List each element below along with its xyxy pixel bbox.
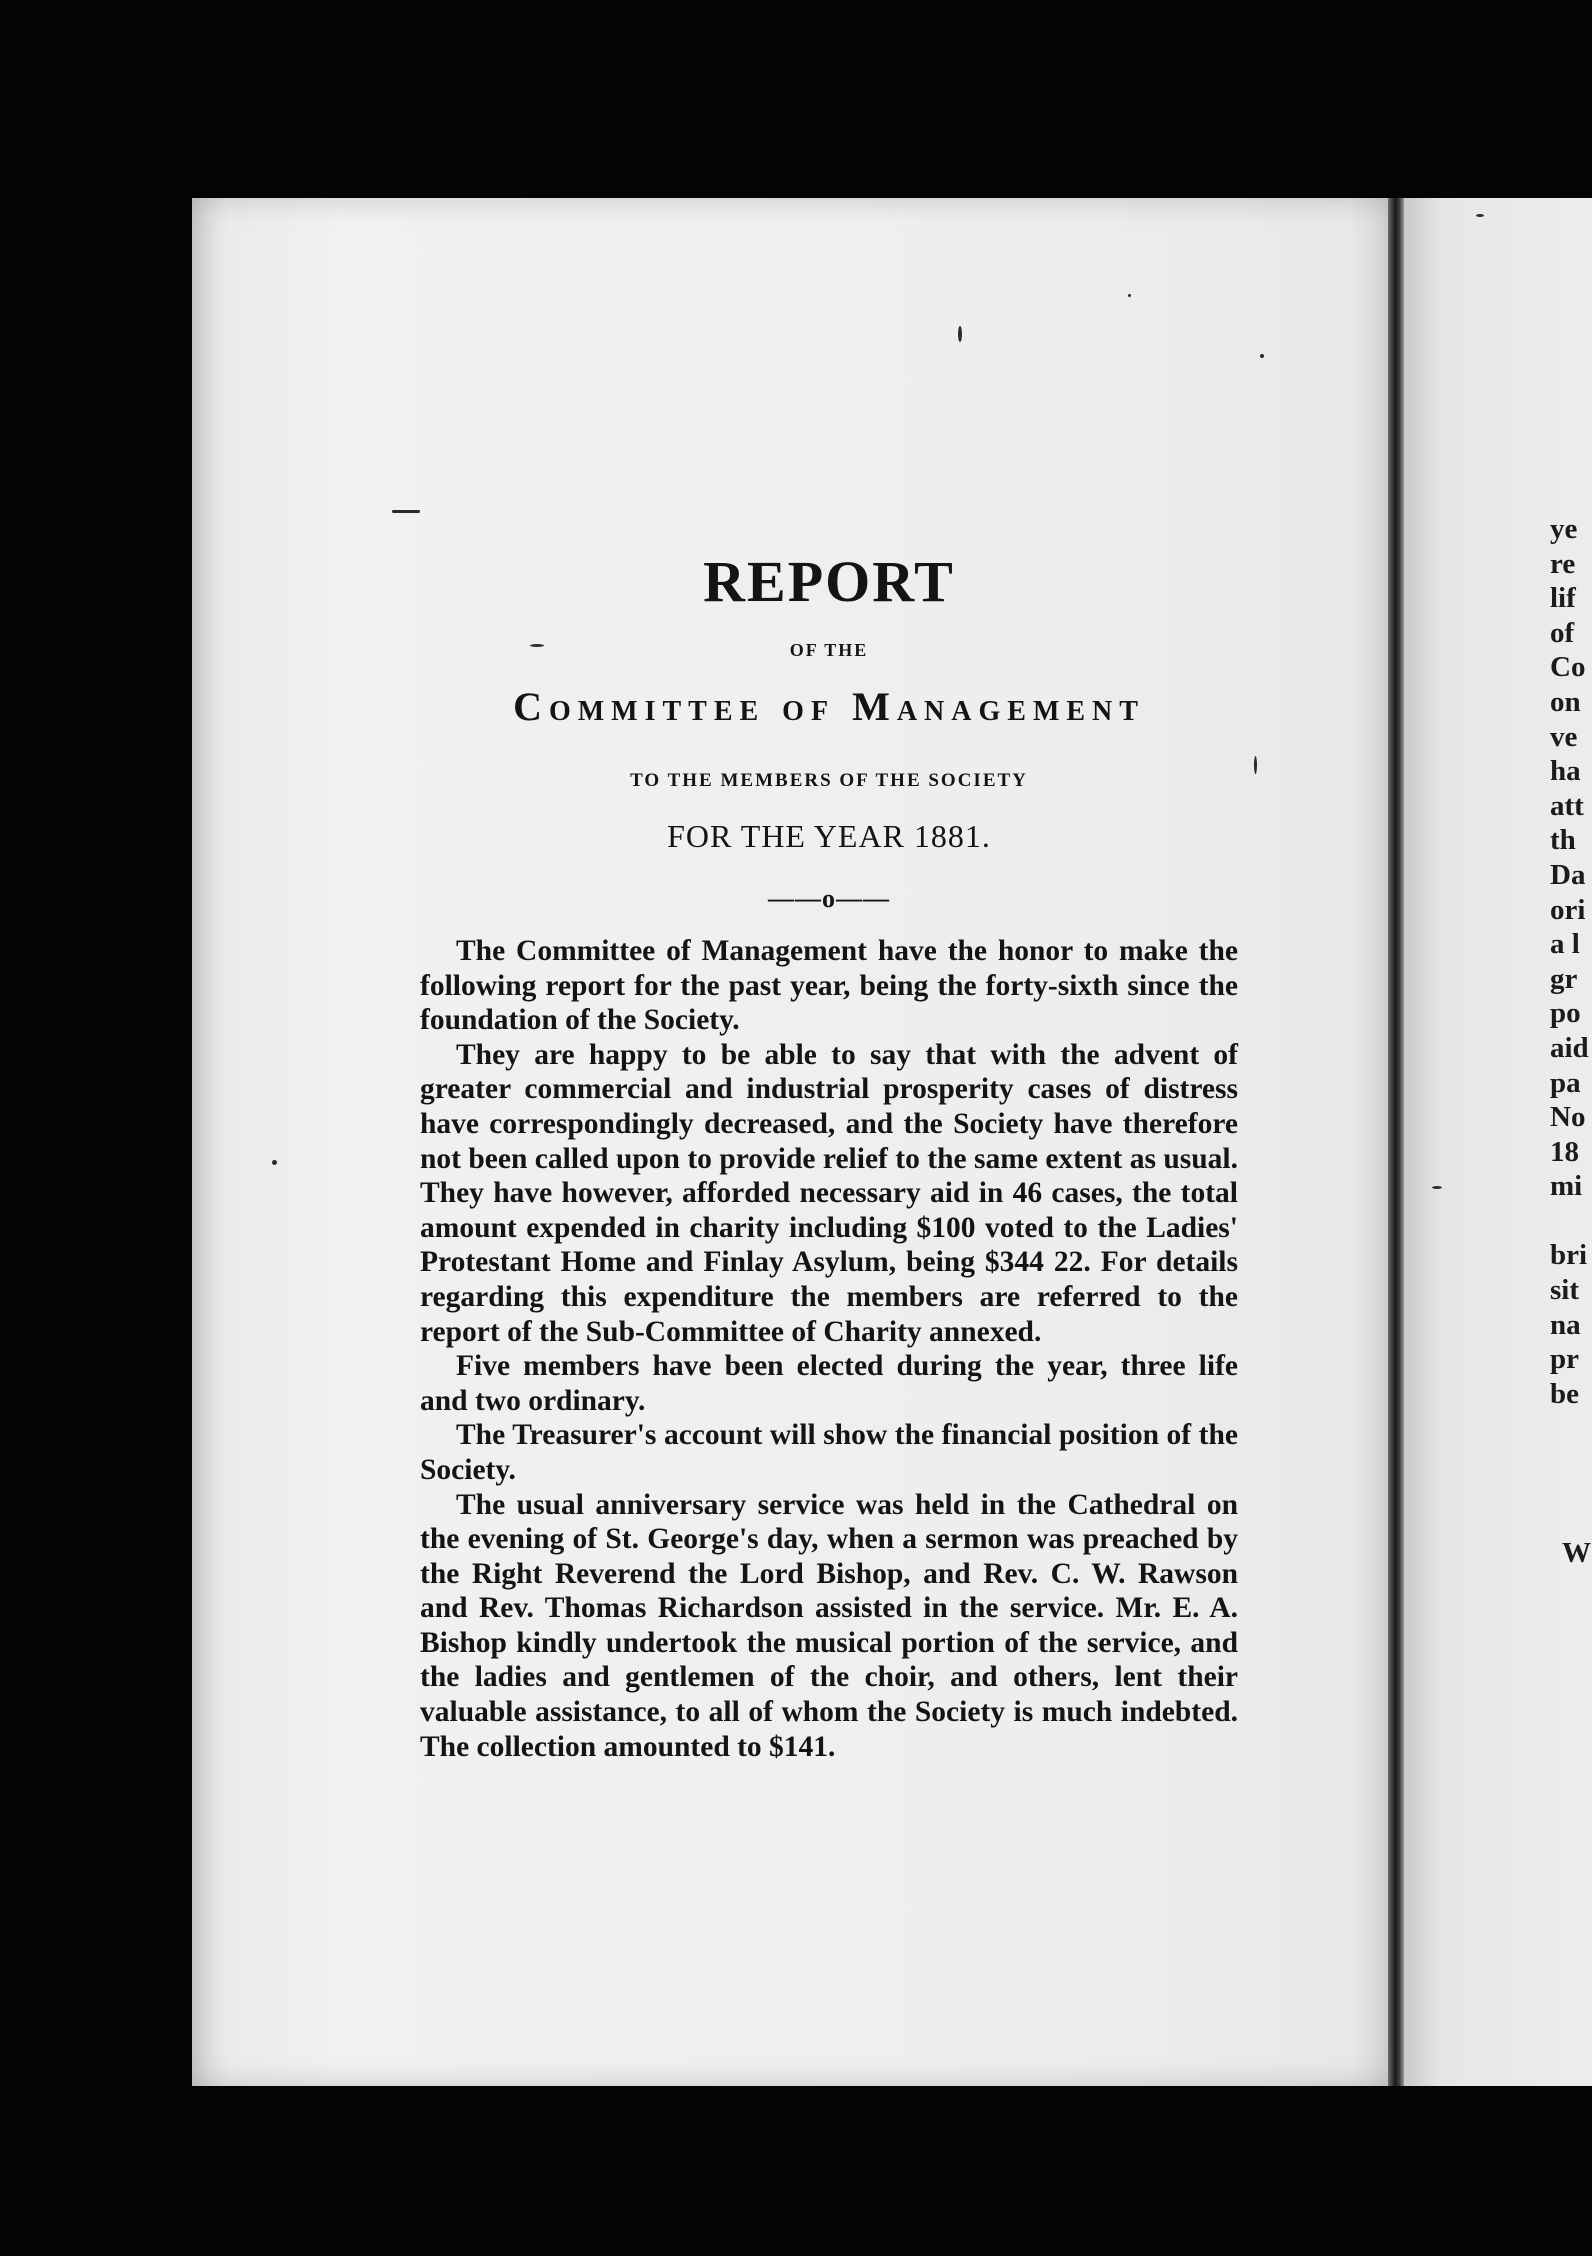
to-members-line: TO THE MEMBERS OF THE SOCIETY — [630, 770, 1028, 791]
right-page-line: pa — [1550, 1066, 1581, 1099]
scan-speck — [1128, 294, 1131, 297]
right-page-line: a l — [1550, 928, 1580, 961]
paragraph-members: Five members have been elected during the year, three life and two ordinary. — [420, 1350, 1238, 1417]
right-page-line: ha — [1550, 755, 1581, 788]
right-page-line: ori — [1550, 893, 1586, 926]
scan-speck — [1254, 756, 1257, 774]
right-page-line: 18 — [1550, 1135, 1579, 1168]
paragraph-honor: The Committee of Management have the honor to make the following report for the past year, being the forty-sixth since the foundation of the Society. — [420, 935, 1238, 1037]
right-page-line: be — [1550, 1377, 1579, 1410]
right-page-cropped-heading: W — [1562, 1537, 1591, 1569]
right-page-line: of — [1550, 616, 1575, 649]
right-page-line: att — [1550, 789, 1584, 822]
right-page-cropped-text — [1550, 512, 1589, 1411]
right-page-line: on — [1550, 685, 1581, 718]
paragraph-anniversary: The usual anniversary service was held in the Cathedral on the evening of St. George's day, when a sermon was preached by the Right Reverend the Lord Bishop, and Rev. C. W. Rawson and Rev. Thomas Richardson assisted in the service. Mr. E. A. Bishop kindly undertook the musical portion of the service, and the ladies and gentlemen of the choir, and others, lent their valuable assistance, to all of whom the Society is much indebted. The collection amounted to $141. — [420, 1488, 1238, 1763]
ornament-divider: ——o—— — [768, 884, 890, 913]
report-of-the: OF THE — [789, 640, 869, 660]
right-page-line: na — [1550, 1308, 1581, 1341]
scan-speck — [1260, 354, 1264, 358]
right-page-line: th — [1550, 824, 1576, 857]
right-page-line: sit — [1550, 1274, 1579, 1307]
scan-speck — [1432, 1186, 1442, 1189]
report-title: REPORT — [703, 549, 955, 614]
right-page-line: lif — [1550, 582, 1576, 615]
right-page-line: Co — [1550, 651, 1586, 684]
scan-speck — [530, 644, 544, 647]
book-gutter — [1388, 198, 1404, 2086]
paragraph-treasurer: The Treasurer's account will show the financial position of the Society. — [420, 1419, 1238, 1486]
scan-speck — [1476, 214, 1484, 217]
right-page-line: re — [1550, 547, 1576, 580]
right-page-line: po — [1550, 997, 1581, 1030]
right-page-line: gr — [1550, 962, 1578, 995]
right-page-line: mi — [1550, 1170, 1583, 1203]
right-page-line: bri — [1550, 1239, 1588, 1272]
right-page-line: ye — [1550, 513, 1578, 545]
right-page-line: pr — [1550, 1343, 1579, 1376]
scan-speck — [272, 1160, 277, 1165]
paragraph-distress: They are happy to be able to say that with the advent of greater commercial and industrial prosperity cases of distress have correspondingly decreased, and the Society have therefore not been called upon to provide relief to the same extent as usual. They have however, afforded necessary aid in 46 cases, the total amount expended in charity including $100 voted to the Ladies' Protestant Home and Finlay Asylum, being $344 22. For details regarding this expenditure the members are referred to the report of the Sub-Committee of Charity annexed. — [420, 1038, 1238, 1348]
right-page-line: Da — [1550, 858, 1586, 891]
report-year: FOR THE YEAR 1881. — [667, 818, 991, 854]
right-page-line — [1550, 1204, 1589, 1239]
right-page-line: No — [1550, 1101, 1586, 1134]
report-body — [420, 934, 1238, 1764]
right-page-line: ve — [1550, 720, 1578, 753]
scan-speck — [392, 510, 420, 513]
scan-speck — [958, 326, 962, 342]
right-page-line: aid — [1550, 1031, 1589, 1064]
committee-heading: Committee of Management — [513, 684, 1145, 729]
